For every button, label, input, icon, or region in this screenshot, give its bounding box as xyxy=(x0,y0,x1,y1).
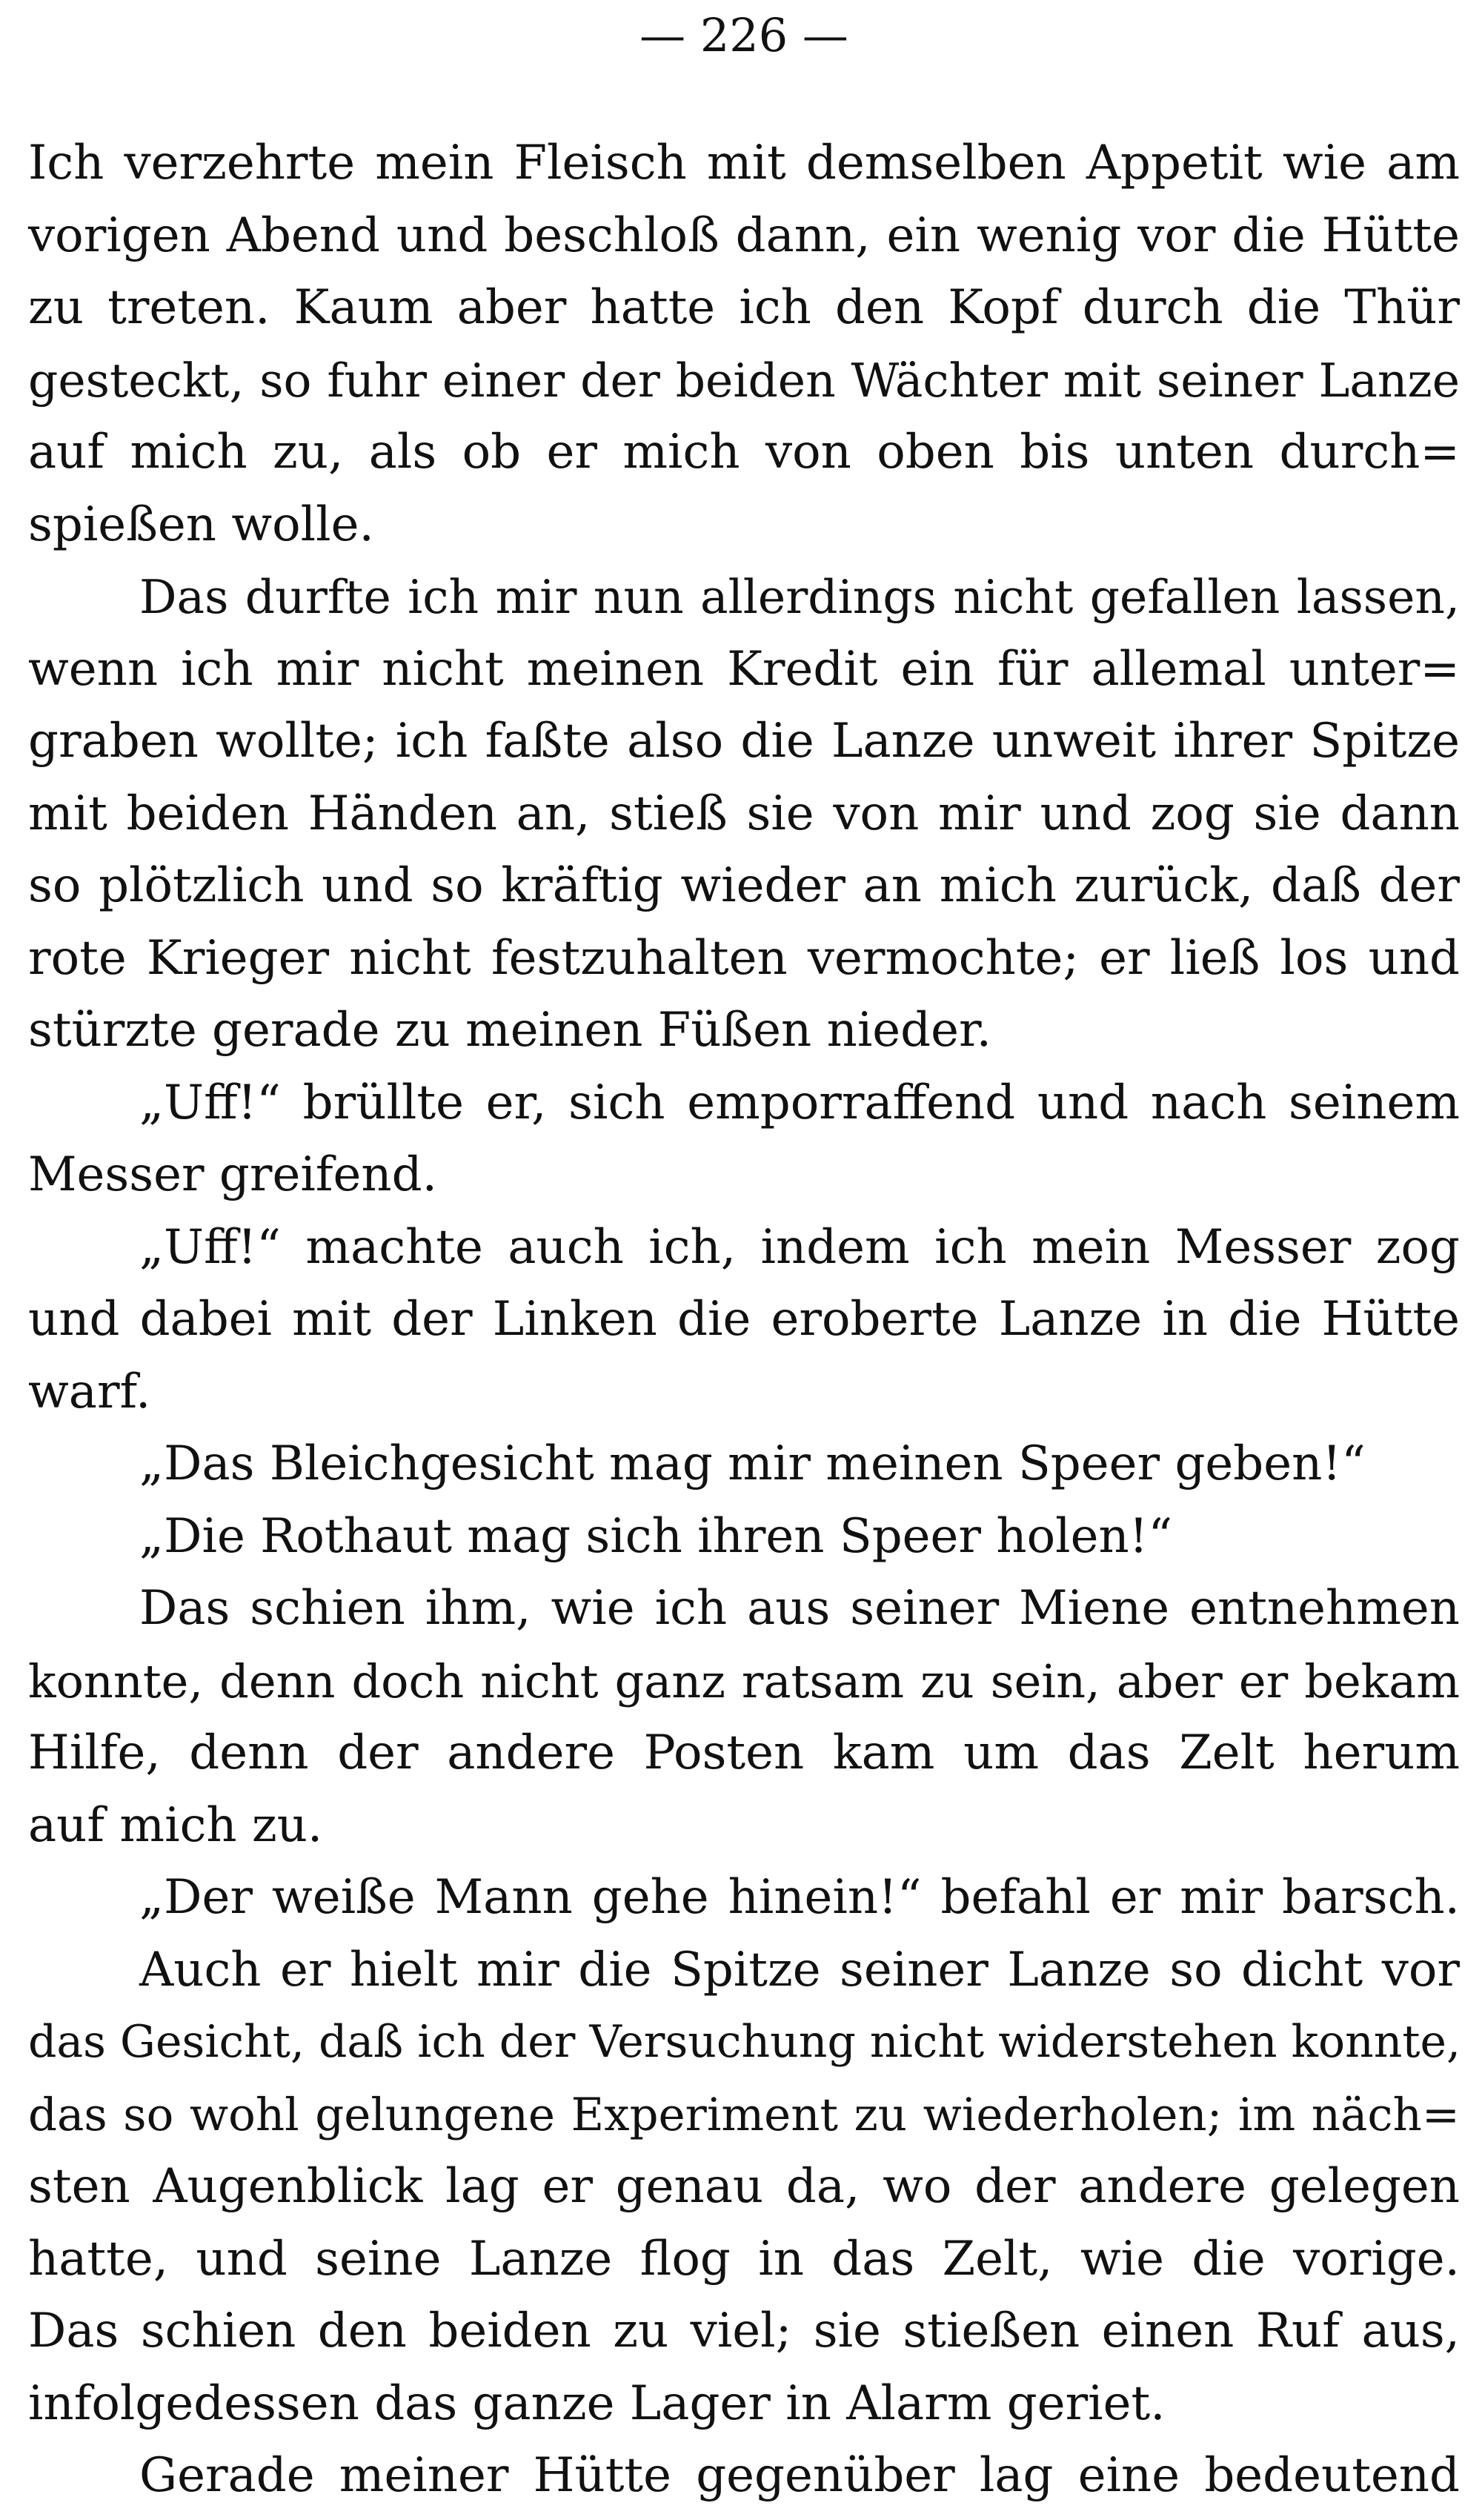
text-line: das so wohl gelungene Experiment zu wiederholen; im näch= xyxy=(28,2088,1460,2141)
text-line: spießen wolle. xyxy=(28,497,374,552)
text-line: warf. xyxy=(28,1364,151,1419)
body-text xyxy=(28,127,1460,2513)
text-line: graben wollte; ich faßte also die Lanze unweit ihrer Spitze xyxy=(28,714,1460,769)
text-line: „Die Rothaut mag sich ihren Speer holen!“ xyxy=(139,1508,1173,1564)
text-line: so plötzlich und so kräftig wieder an mich zurück, daß der xyxy=(28,858,1460,913)
text-line: sten Augenblick lag er genau da, wo der andere gelegen xyxy=(28,2159,1460,2214)
text-line: das Gesicht, daß ich der Versuchung nicht widerstehen konnte, xyxy=(28,2016,1461,2068)
text-line: Messer greifend. xyxy=(28,1147,437,1202)
text-line: „Uff!“ machte auch ich, indem ich mein Messer zog xyxy=(139,1219,1460,1275)
page-number: — 226 — xyxy=(639,8,848,62)
text-line: rote Krieger nicht festzuhalten vermochte; er ließ los und xyxy=(28,930,1460,986)
text-line: Das durfte ich mir nun allerdings nicht gefallen lassen, xyxy=(139,570,1460,624)
text-line: stürzte gerade zu meinen Füßen nieder. xyxy=(28,1003,991,1058)
text-line: „Uff!“ brüllte er, sich emporraffend und nach seinem xyxy=(139,1075,1460,1130)
text-line: „Der weiße Mann gehe hinein!“ befahl er mir barsch. xyxy=(139,1870,1460,1925)
text-line: auf mich zu, als ob er mich von oben bis unten durch= xyxy=(28,425,1460,480)
text-line: wenn ich mir nicht meinen Kredit ein für allemal unter= xyxy=(28,641,1460,697)
text-line: zu treten. Kaum aber hatte ich den Kopf durch die Thür xyxy=(28,280,1460,335)
text-line: „Das Bleichgesicht mag mir meinen Speer geben!“ xyxy=(139,1436,1366,1491)
text-line: infolgedessen das ganze Lager in Alarm geriet. xyxy=(28,2375,1166,2431)
book-page xyxy=(28,0,1460,2520)
text-line: hatte, und seine Lanze flog in das Zelt, wie die vorige. xyxy=(28,2231,1460,2287)
text-line: Ich verzehrte mein Fleisch mit demselben Appetit wie am xyxy=(28,136,1460,190)
text-line: auf mich zu. xyxy=(28,1797,323,1853)
text-line: Das schien den beiden zu viel; sie stießen einen Ruf aus, xyxy=(28,2304,1460,2358)
text-line: Das schien ihm, wie ich aus seiner Miene entnehmen xyxy=(139,1581,1460,1636)
text-line: Gerade meiner Hütte gegenüber lag eine bedeutend xyxy=(139,2448,1460,2503)
text-line: konnte, denn doch nicht ganz ratsam zu sein, aber er bekam xyxy=(28,1654,1460,1708)
text-line: gesteckt, so fuhr einer der beiden Wächter mit seiner Lanze xyxy=(28,353,1460,408)
text-line: vorigen Abend und beschloß dann, ein wenig vor die Hütte xyxy=(28,208,1460,263)
text-line: mit beiden Händen an, stieß sie von mir und zog sie dann xyxy=(28,786,1460,841)
text-line: und dabei mit der Linken die eroberte Lanze in die Hütte xyxy=(28,1292,1460,1347)
text-line: Auch er hielt mir die Spitze seiner Lanze so dicht vor xyxy=(139,1942,1460,1997)
text-line: Hilfe, denn der andere Posten kam um das Zelt herum xyxy=(28,1725,1460,1780)
